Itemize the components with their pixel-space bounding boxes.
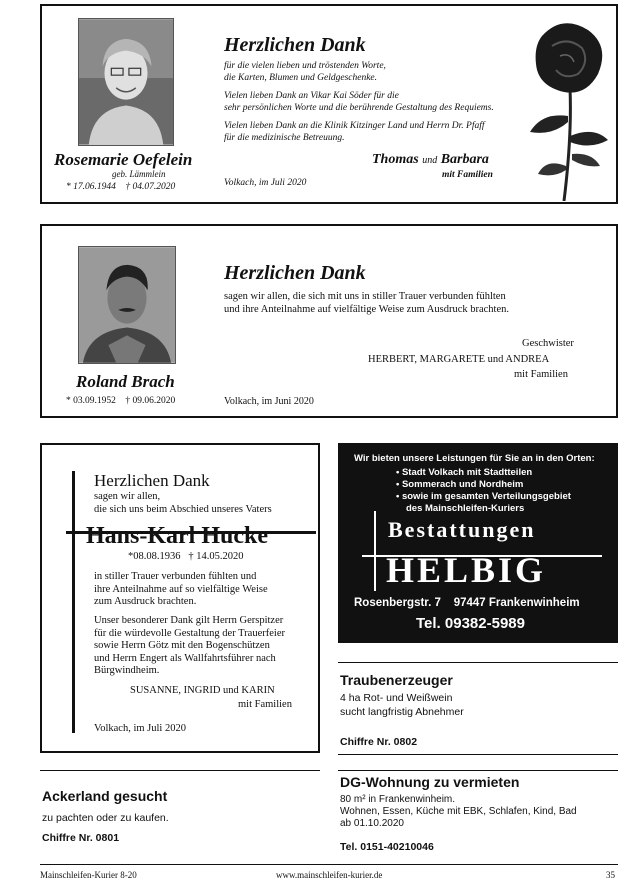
ad2-heading: Herzlichen Dank (224, 262, 366, 284)
ad1-signature (372, 152, 489, 168)
ad7-line: Wohnen, Essen, Küche mit EBK, Schlafen, Kind, Bad (340, 806, 577, 817)
ad3-heading: Herzlichen Dank (94, 471, 210, 490)
ad1-text-3 (224, 120, 485, 144)
bullet-item (396, 503, 571, 515)
ad2-sign-label: Geschwister (522, 338, 574, 349)
sign-name-a: Thomas (372, 152, 419, 167)
ad1-dates: * 17.06.1944 † 04.07.2020 (66, 182, 176, 192)
text-line: und ihre Anteilnahme auf vielfältige Weise zum Ausdruck brachten. (224, 304, 509, 315)
obituary-ad-oefelein (40, 4, 618, 204)
ad5-line: 4 ha Rot- und Weißwein (340, 692, 453, 704)
ad1-maiden-name: geb. Lämmlein (112, 169, 166, 179)
text-line: sowie Herrn Götz mit den Bogenschützen (94, 640, 270, 651)
obituary-ad-brach (40, 224, 618, 418)
divider (40, 770, 320, 771)
ad2-place-date: Volkach, im Juni 2020 (224, 396, 314, 407)
text-line: Vielen lieben Dank an Vikar Kai Söder für die (224, 91, 399, 101)
sign-und: und (422, 155, 438, 166)
bullet-item: • Stadt Volkach mit Stadtteilen (396, 467, 533, 478)
text-line: Bürgwindheim. (94, 665, 160, 676)
ad2-deceased-name: Roland Brach (76, 372, 175, 391)
divider (338, 754, 618, 755)
ad3-place-date: Volkach, im Juli 2020 (94, 723, 186, 734)
ad4-brand-line-1: Bestattungen (388, 517, 536, 542)
ad2-sign-names: HERBERT, MARGARETE und ANDREA (368, 354, 550, 365)
ad2-sign-family: mit Familien (514, 369, 568, 380)
footer-left: Mainschleifen-Kurier 8-20 (40, 870, 137, 880)
ad5-title: Traubenerzeuger (340, 672, 453, 688)
ad1-place-date: Volkach, im Juli 2020 (224, 178, 307, 188)
ad7-line: 80 m² in Frankenwinheim. (340, 794, 456, 805)
portrait-photo (78, 246, 176, 364)
ad3-sign-family: mit Familien (238, 699, 292, 710)
classified-ackerland (42, 788, 318, 844)
rose-icon (512, 16, 612, 201)
footer-center: www.mainschleifen-kurier.de (276, 870, 383, 880)
ad1-text-2 (224, 90, 494, 114)
text-line: ihre Anteilnahme auf so vielfältige Weise (94, 583, 268, 595)
footer-page-number: 35 (606, 870, 615, 880)
ad4-brand-line-2: HELBIG (386, 550, 547, 590)
ad4-phone: Tel. 09382-5989 (416, 615, 525, 632)
text-line: sehr persönlichen Worte und die berührende Gestaltung des Requiems. (224, 103, 494, 113)
text-line: für die würdevolle Gestaltung der Trauerfeier (94, 627, 285, 639)
ad1-text-1 (224, 60, 386, 84)
bullet-item: • sowie im gesamten Verteilungsgebiet (396, 491, 571, 502)
text-line: und Herrn Engert als Wallfahrtsführer nach (94, 652, 276, 664)
text-line: die Karten, Blumen und Geldgeschenke. (224, 73, 378, 83)
classified-traubenerzeuger (340, 672, 616, 748)
text-line: die sich uns beim Abschied unseres Vaters (94, 503, 272, 515)
ad3-sign-names: SUSANNE, INGRID und KARIN (130, 685, 275, 696)
portrait-photo (78, 18, 174, 146)
ad4-bullets (396, 467, 571, 515)
ad7-title: DG-Wohnung zu vermieten (340, 774, 520, 790)
classified-dg-wohnung (340, 774, 616, 853)
bullet-text: Sommerach und Nordheim (401, 479, 524, 490)
ad3-body-2 (94, 615, 285, 678)
ad1-sign-family: mit Familien (442, 170, 493, 180)
bullet-text: sowie im gesamten Verteilungsgebiet (401, 491, 571, 502)
ad7-phone: Tel. 0151-40210046 (340, 841, 434, 853)
divider (338, 662, 618, 663)
ad3-body-1 (94, 571, 268, 609)
text-line: Vielen lieben Dank an die Klinik Kitzinger Land und Herrn Dr. Pfaff (224, 121, 485, 131)
text-line: sagen wir allen, (94, 491, 161, 502)
bullet-text: Stadt Volkach mit Stadtteilen (401, 467, 533, 478)
text-line: in stiller Trauer verbunden fühlten und (94, 571, 257, 582)
ad4-intro: Wir bieten unsere Leistungen für Sie an in den Orten: (354, 453, 595, 464)
bullet-text: des Mainschleifen-Kuriers (406, 503, 525, 514)
bullet-item: • Sommerach und Nordheim (396, 479, 524, 490)
ad6-chiffre: Chiffre Nr. 0801 (42, 832, 120, 844)
ad1-deceased-name: Rosemarie Oefelein (54, 150, 193, 169)
ad5-chiffre: Chiffre Nr. 0802 (340, 736, 418, 748)
ad2-text (224, 290, 509, 316)
sign-name-b: Barbara (440, 152, 489, 167)
footer-divider (40, 864, 618, 865)
ad6-line: zu pachten oder zu kaufen. (42, 812, 169, 824)
ad2-dates: * 03.09.1952 † 09.06.2020 (66, 396, 176, 406)
ad3-intro (94, 491, 272, 516)
obituary-ad-hucke (40, 443, 320, 753)
ad4-address: Rosenbergstr. 7 97447 Frankenwinheim (354, 597, 580, 609)
ad1-heading: Herzlichen Dank (224, 34, 366, 56)
cross-vertical (374, 511, 376, 591)
text-line: zum Ausdruck brachten. (94, 596, 197, 607)
ad3-deceased-name: Hans-Karl Hucke (86, 523, 269, 549)
ad3-dates: *08.08.1936 † 14.05.2020 (128, 551, 244, 562)
text-line: für die medizinische Betreuung. (224, 133, 345, 143)
ad6-title: Ackerland gesucht (42, 788, 168, 804)
text-line: sagen wir allen, die sich mit uns in stiller Trauer verbunden fühlten (224, 291, 506, 302)
funeral-service-ad-helbig (338, 443, 618, 643)
text-line: Unser besonderer Dank gilt Herrn Gerspitzer (94, 615, 284, 626)
cross-vertical (72, 471, 75, 733)
ad5-line: sucht langfristig Abnehmer (340, 706, 464, 718)
divider (338, 770, 618, 771)
ad7-line: ab 01.10.2020 (340, 818, 404, 829)
text-line: für die vielen lieben und tröstenden Worte, (224, 61, 386, 71)
